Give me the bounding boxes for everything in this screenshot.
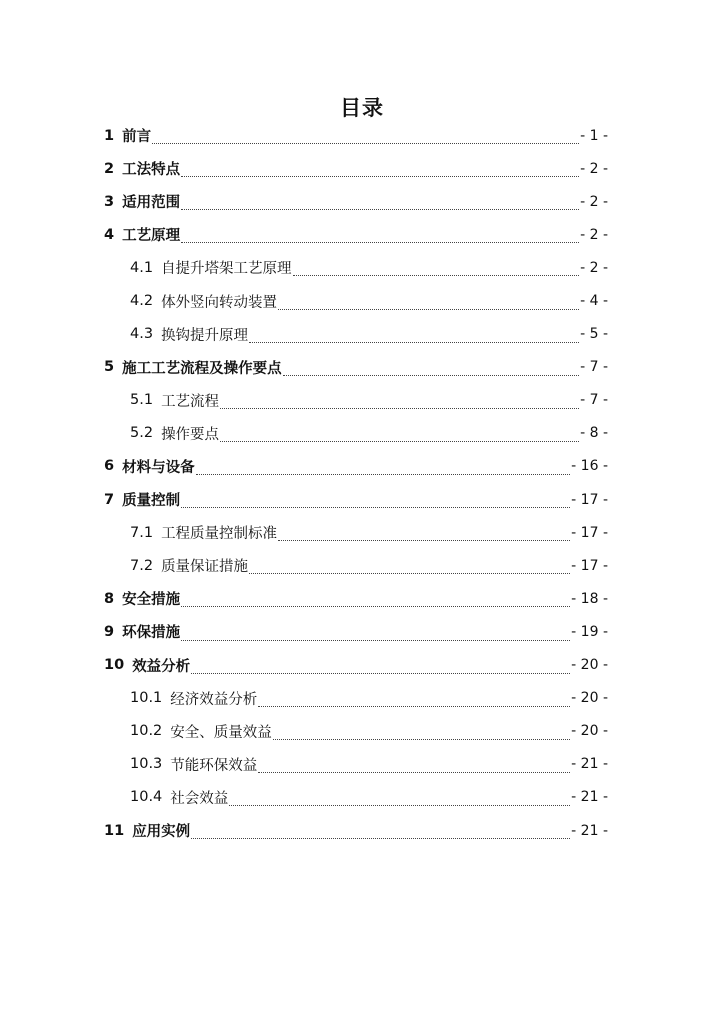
toc-entry[interactable]: [0, 549, 724, 582]
toc-entry-number: 4.1: [130, 259, 154, 276]
toc-entry-page: - 18 -: [571, 590, 608, 607]
toc-entry[interactable]: [0, 384, 724, 417]
toc-entry-title: 应用实例: [132, 824, 191, 841]
toc-entry[interactable]: [0, 119, 724, 152]
toc-dot-leader: [181, 507, 570, 508]
toc-entry-title: 体外竖向转动装置: [161, 294, 278, 311]
toc-entry-number: 8: [104, 590, 115, 607]
toc-entry[interactable]: [0, 748, 724, 781]
toc-entry[interactable]: [0, 218, 724, 251]
toc-entry-page: - 17 -: [571, 557, 608, 574]
toc-dot-leader: [273, 739, 570, 740]
toc-entry-page: - 7 -: [580, 359, 608, 376]
toc-dot-leader: [181, 242, 579, 243]
toc-entry-page: - 21 -: [571, 789, 608, 806]
toc-list: [0, 119, 724, 847]
toc-entry-number: 10: [104, 657, 125, 674]
toc-entry-page: - 16 -: [571, 458, 608, 475]
toc-entry-page: - 8 -: [580, 425, 608, 442]
toc-entry-number: 9: [104, 623, 115, 640]
toc-entry-number: 5: [104, 359, 115, 376]
toc-dot-leader: [249, 573, 570, 574]
toc-entry[interactable]: [0, 516, 724, 549]
toc-entry-title: 适用范围: [122, 195, 181, 212]
toc-entry-number: 1: [104, 127, 115, 144]
toc-dot-leader: [278, 309, 579, 310]
toc-entry-page: - 17 -: [571, 524, 608, 541]
toc-entry[interactable]: [0, 318, 724, 351]
toc-entry-page: - 21 -: [571, 756, 608, 773]
toc-entry-page: - 7 -: [580, 392, 608, 409]
toc-entry-number: 4: [104, 226, 115, 243]
toc-entry[interactable]: [0, 152, 724, 185]
toc-entry-title: 节能环保效益: [170, 757, 258, 774]
toc-entry-number: 11: [104, 822, 125, 839]
toc-entry[interactable]: [0, 814, 724, 847]
toc-entry[interactable]: [0, 781, 724, 814]
toc-entry-page: - 20 -: [571, 723, 608, 740]
toc-entry-title: 质量控制: [122, 493, 181, 510]
toc-dot-leader: [258, 706, 570, 707]
toc-entry-number: 4.3: [130, 326, 154, 343]
toc-entry-number: 5.2: [130, 425, 154, 442]
toc-entry[interactable]: [0, 185, 724, 218]
toc-entry-title: 施工工艺流程及操作要点: [122, 360, 282, 377]
toc-entry-number: 6: [104, 458, 115, 475]
toc-entry-number: 10.1: [130, 690, 163, 707]
toc-dot-leader: [293, 275, 580, 276]
toc-dot-leader: [278, 540, 570, 541]
toc-entry-title: 材料与设备: [122, 459, 195, 476]
toc-entry-title: 经济效益分析: [170, 691, 258, 708]
toc-entry[interactable]: [0, 615, 724, 648]
toc-dot-leader: [196, 474, 571, 475]
toc-entry-title: 工艺原理: [122, 228, 181, 245]
toc-entry-number: 7: [104, 491, 115, 508]
toc-entry[interactable]: [0, 351, 724, 384]
toc-entry-number: 7.2: [130, 557, 154, 574]
toc-dot-leader: [152, 143, 579, 144]
toc-entry[interactable]: [0, 450, 724, 483]
toc-dot-leader: [283, 375, 579, 376]
toc-entry-title: 操作要点: [161, 426, 220, 443]
toc-entry-title: 安全措施: [122, 592, 181, 609]
toc-dot-leader: [220, 408, 579, 409]
toc-dot-leader: [181, 640, 570, 641]
toc-entry-number: 10.4: [130, 789, 163, 806]
toc-entry-number: 4.2: [130, 293, 154, 310]
toc-entry[interactable]: [0, 483, 724, 516]
toc-entry-title: 工程质量控制标准: [161, 526, 278, 543]
toc-entry[interactable]: [0, 649, 724, 682]
toc-entry-title: 质量保证措施: [161, 559, 249, 576]
toc-entry-number: 2: [104, 160, 115, 177]
toc-entry-number: 3: [104, 193, 115, 210]
toc-entry-page: - 1 -: [580, 127, 608, 144]
toc-entry-page: - 19 -: [571, 623, 608, 640]
toc-entry-number: 10.3: [130, 756, 163, 773]
toc-entry[interactable]: [0, 582, 724, 615]
toc-entry-page: - 2 -: [580, 226, 608, 243]
toc-entry-page: - 17 -: [571, 491, 608, 508]
toc-entry-page: - 2 -: [580, 160, 608, 177]
toc-entry[interactable]: [0, 417, 724, 450]
toc-entry-title: 换钩提升原理: [161, 327, 249, 344]
toc-dot-leader: [191, 838, 570, 839]
toc-dot-leader: [249, 342, 579, 343]
toc-dot-leader: [229, 805, 570, 806]
toc-dot-leader: [181, 209, 579, 210]
toc-entry-number: 10.2: [130, 723, 163, 740]
toc-entry-number: 5.1: [130, 392, 154, 409]
toc-entry-title: 安全、质量效益: [170, 724, 272, 741]
toc-entry-title: 前言: [122, 129, 152, 146]
toc-dot-leader: [191, 673, 570, 674]
toc-entry-page: - 20 -: [571, 657, 608, 674]
toc-entry-page: - 2 -: [580, 259, 608, 276]
toc-dot-leader: [181, 176, 579, 177]
toc-entry-title: 自提升塔架工艺原理: [161, 261, 292, 278]
toc-entry-page: - 4 -: [580, 293, 608, 310]
toc-entry-title: 社会效益: [170, 790, 229, 807]
toc-dot-leader: [220, 441, 579, 442]
toc-entry-page: - 20 -: [571, 690, 608, 707]
toc-entry[interactable]: [0, 715, 724, 748]
toc-entry-title: 效益分析: [132, 658, 191, 675]
toc-entry-title: 工艺流程: [161, 393, 220, 410]
toc-dot-leader: [258, 772, 570, 773]
toc-entry-page: - 2 -: [580, 193, 608, 210]
toc-entry-page: - 5 -: [580, 326, 608, 343]
toc-entry-title: 环保措施: [122, 625, 181, 642]
toc-dot-leader: [181, 606, 570, 607]
toc-title: 目录: [340, 96, 384, 120]
toc-entry[interactable]: [0, 251, 724, 284]
toc-entry-title: 工法特点: [122, 162, 181, 179]
toc-entry-page: - 21 -: [571, 822, 608, 839]
toc-entry-number: 7.1: [130, 524, 154, 541]
toc-entry[interactable]: [0, 682, 724, 715]
toc-entry[interactable]: [0, 284, 724, 317]
